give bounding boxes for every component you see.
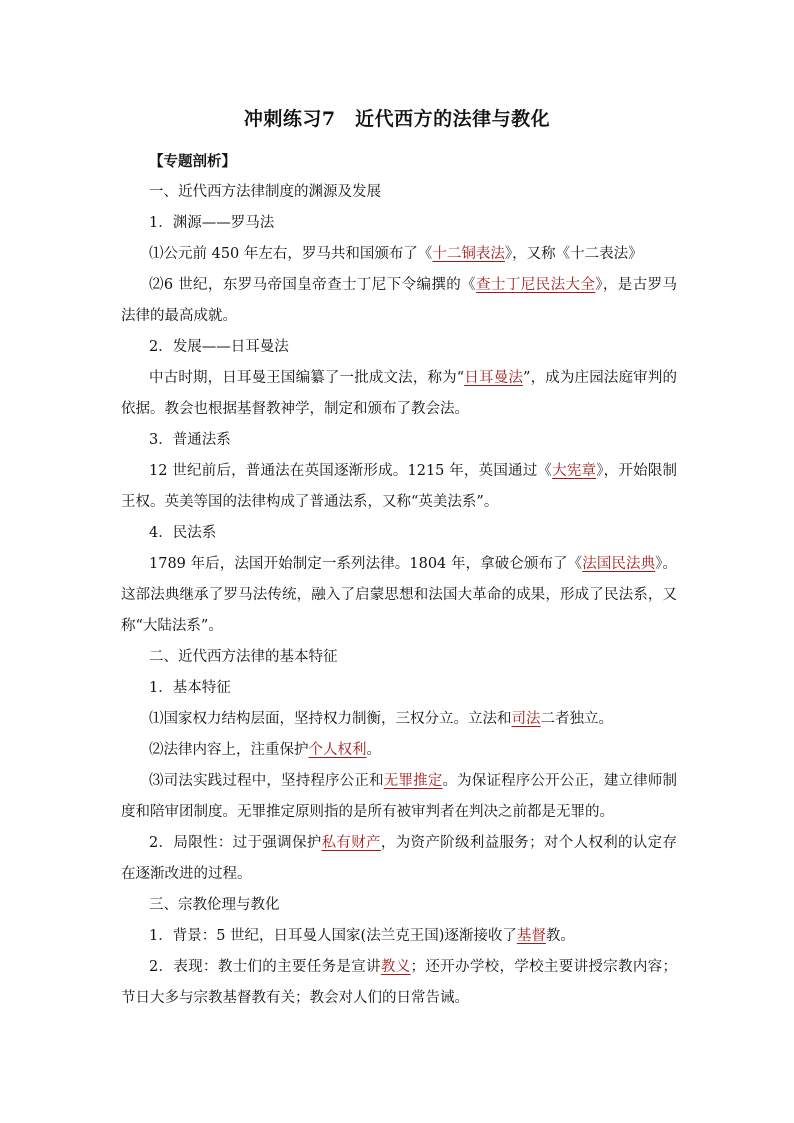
paragraph-3-2: 2．表现：教士们的主要任务是宣讲教义；还开办学校，学校主要讲授宗教内容；节日大多与宗教基督教有关；教会对人们的日常告诫。 (121, 959, 678, 1006)
section-heading-2: 二、近代西方法律的基本特征 (149, 649, 338, 665)
paragraph-2-1b: ⑵法律内容上，注重保护个人权利。 (149, 742, 381, 758)
keyword: 查士丁尼民法大全 (476, 277, 596, 293)
paragraph-1-1b: ⑵6 世纪，东罗马帝国皇帝查士丁尼下令编撰的《查士丁尼民法大全》，是古罗马法律的最高成就。 (121, 277, 678, 324)
section-header: 【专题剖析】 (149, 153, 236, 170)
page-title: 冲刺练习7 近代西方的法律与教化 (243, 108, 551, 130)
keyword: 法国民法典 (582, 556, 656, 572)
keyword: 无罪推定 (383, 773, 443, 789)
section-heading-3: 三、宗教伦理与教化 (149, 897, 280, 913)
paragraph-2-1a: ⑴国家权力结构层面，坚持权力制衡，三权分立。立法和司法二者独立。 (149, 711, 613, 727)
paragraph-2-1c: ⑶司法实践过程中，坚持程序公正和无罪推定。为保证程序公开公正，建立律师制度和陪审团制度。无罪推定原则指的是所有被审判者在判决之前都是无罪的。 (121, 773, 678, 820)
subheading-1-2: 2．发展——日耳曼法 (149, 339, 289, 355)
keyword: 大宪章 (552, 463, 597, 479)
document-body (121, 146, 677, 1014)
paragraph-1-4a: 1789 年后，法国开始制定一系列法律。1804 年，拿破仑颁布了《法国民法典》。这部法典继承了罗马法传统，融入了启蒙思想和法国大革命的成果，形成了民法系，又称“大陆法系”。 (121, 556, 678, 634)
section-heading-1: 一、近代西方法律制度的渊源及发展 (149, 184, 381, 200)
keyword: 私有财产 (321, 835, 381, 851)
paragraph-3-1: 1．背景：5 世纪，日耳曼人国家(法兰克王国)逐渐接收了基督教。 (149, 928, 575, 944)
paragraph-2-2: 2．局限性：过于强调保护私有财产，为资产阶级利益服务；对个人权利的认定存在逐渐改进的过程。 (121, 835, 678, 882)
keyword: 日耳曼法 (464, 370, 524, 386)
keyword: 十二铜表法 (432, 246, 505, 262)
paragraph-1-1a: ⑴公元前 450 年左右，罗马共和国颁布了《十二铜表法》，又称《十二表法》 (149, 246, 643, 262)
paragraph-1-2a: 中古时期，日耳曼王国编纂了一批成文法，称为“日耳曼法”，成为庄园法庭审判的依据。教会也根据基督教神学，制定和颁布了教会法。 (121, 370, 677, 417)
subheading-1-1: 1．渊源——罗马法 (149, 215, 275, 231)
subheading-2-1: 1．基本特征 (149, 680, 231, 696)
keyword: 司法 (511, 711, 541, 727)
keyword: 教义 (380, 959, 411, 975)
keyword: 基督 (516, 928, 546, 944)
subheading-1-4: 4．民法系 (149, 525, 217, 541)
keyword: 个人权利 (308, 742, 367, 758)
paragraph-1-3a: 12 世纪前后，普通法在英国逐渐形成。1215 年，英国通过《大宪章》，开始限制王权。英美等国的法律构成了普通法系，又称“英美法系”。 (121, 463, 677, 510)
subheading-1-3: 3．普通法系 (149, 432, 231, 448)
